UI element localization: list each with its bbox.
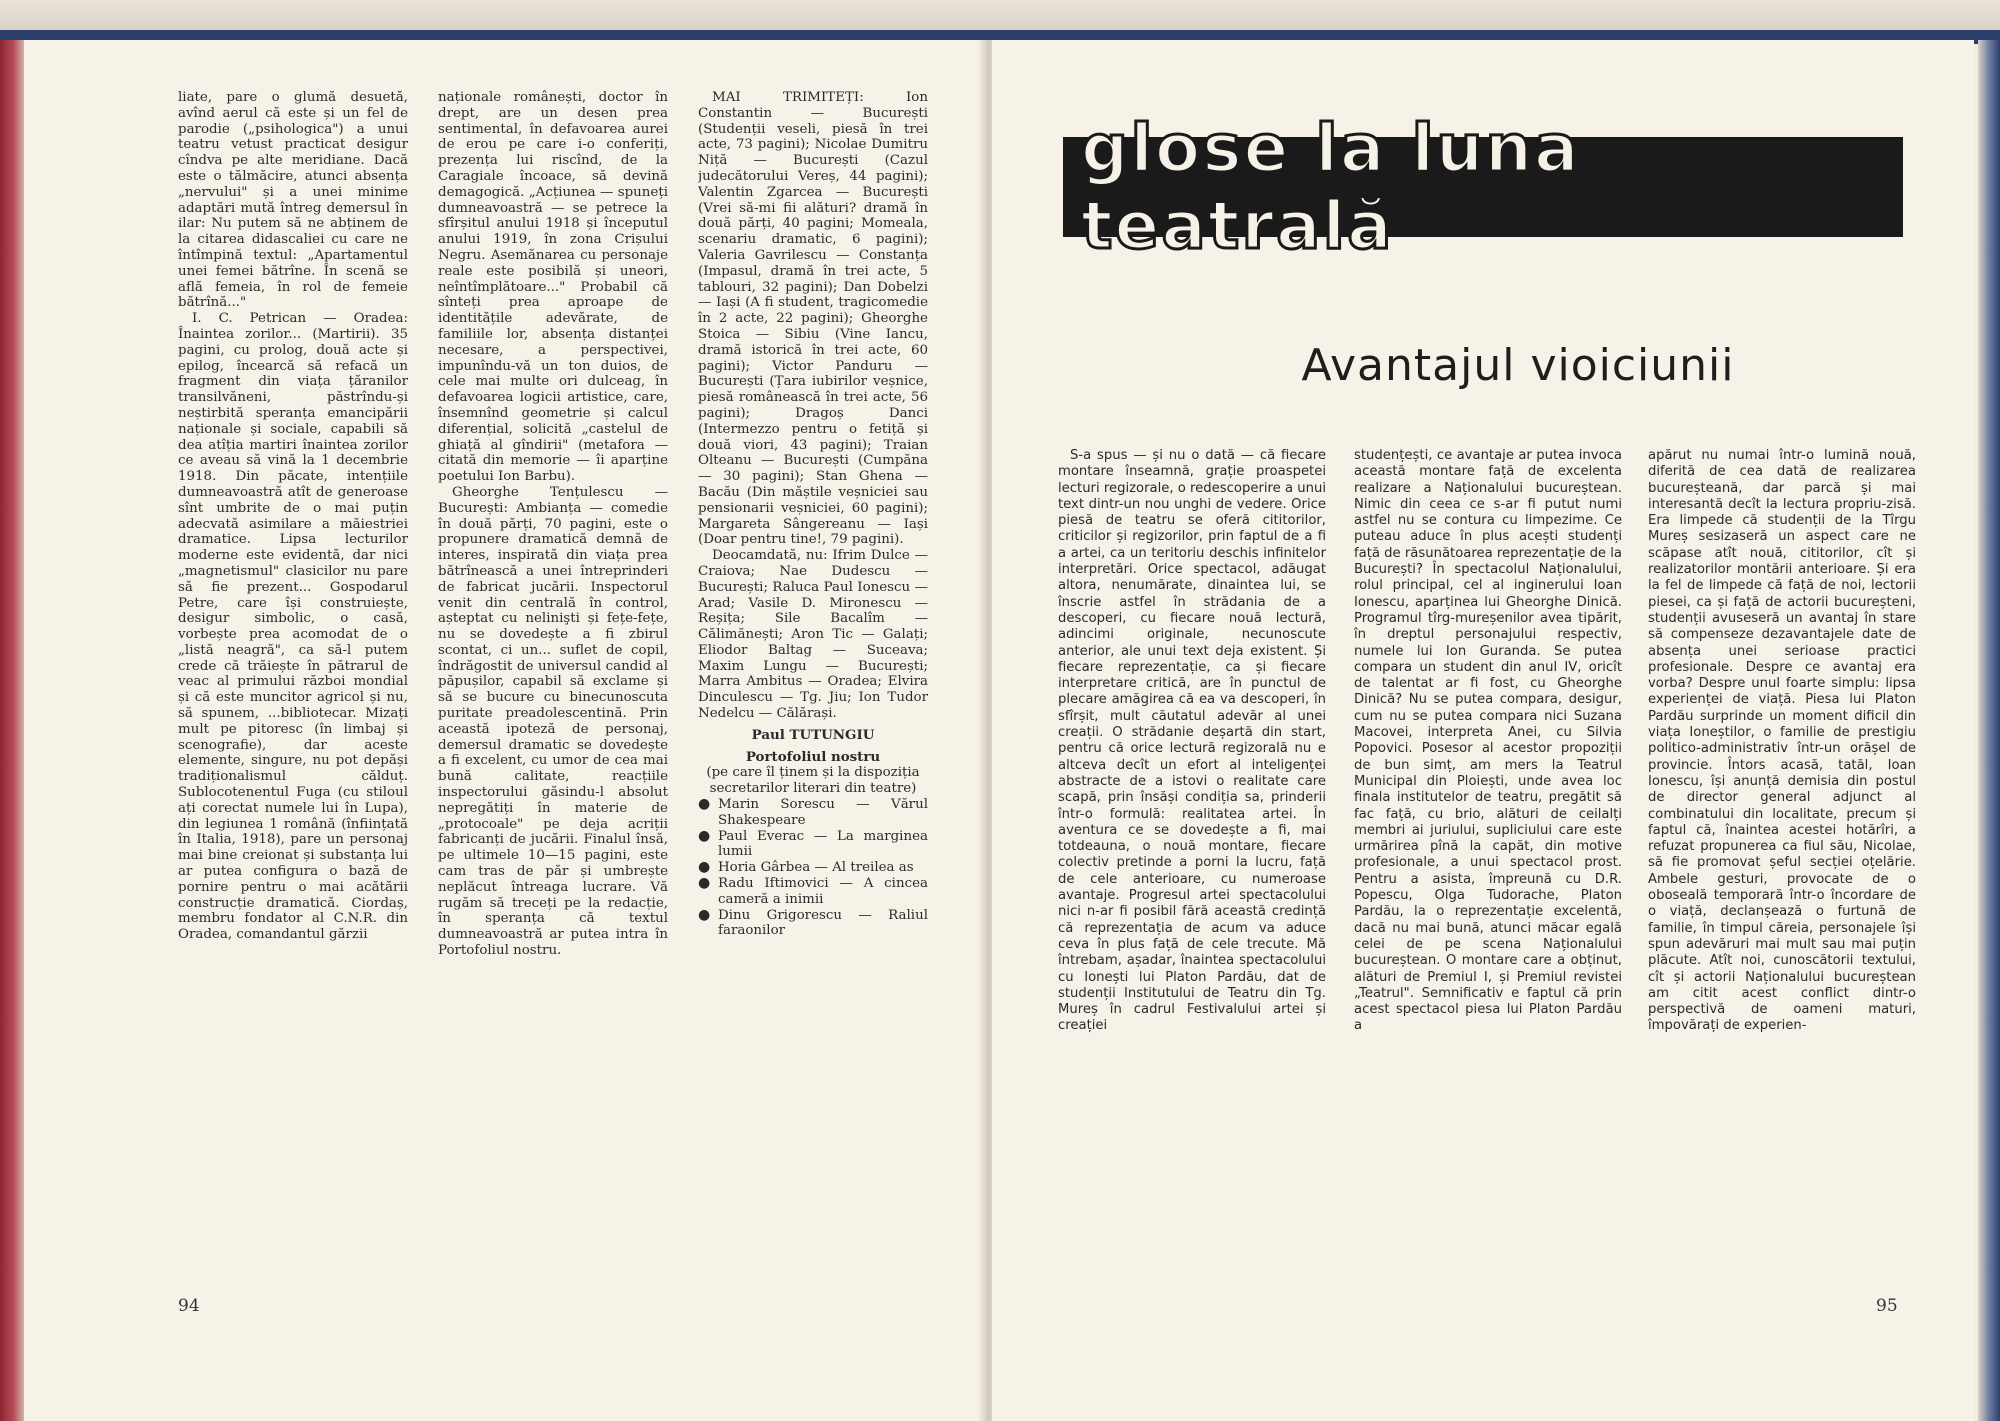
left-column-1 — [178, 90, 408, 1330]
portfolio-item: ● Marin Sorescu — Vărul Shakespeare — [698, 797, 928, 829]
paragraph: S-a spus — și nu o dată — că fiecare montare înseamnă, grație proaspetei lecturi regizorale, o redescoperire a unui text dintr-un nou unghi de vedere. Orice piesă de teatru se oferă cititorilor, criticilor și regizorilor, prin faptul de a fi a artei, ca un teritoriu deschis infinitelor interpretări. Orice spectacol, adăugat altora, nenumărate, dinaintea lui, se înscrie astfel în strădania de a descoperi, cu fiecare nouă lectură, adincimi originale, necunoscute anterior, ale unui text deja existent. Și fiecare reprezentație, ca și fiecare interpretare critică, are în punctul de plecare amăgirea că ea va descoperi, în sfîrșit, mult căutatul adevăr al unei creații. O strădanie deșartă din start, pentru că orice lectură regizorală nu e altceva decît un efort al inteligenței abstracte de a istovi o realitate care scapă, prin însăși condiția sa, prinderii într-o formulă: realitatea artei. În aventura ce se dovedește a fi, mai totdeauna, o nouă montare, fiecare colectiv pretinde a porni la lucru, față de cele anterioare, cu numeroase avantaje. Progresul artei spectacolului nici n-ar fi posibil fără această credință că reprezentația de acum va aduce ceva în plus față de cele trecute. Mă întrebam, așadar, înaintea spectacolului cu Ionești lui Platon Pardău, dat de studenții Institutului de Teatru din Tg. Mureș în cadrul Festivalului artei și creației — [1058, 448, 1326, 1034]
paragraph: I. C. Petrican — Oradea: Înaintea zorilor... (Martirii). 35 pagini, cu prolog, două acte și epilog, încearcă să refacă un fragment din viața țăranilor transilvăneni, păstrîndu-și neștirbită speranța emancipării naționale și sociale, capabili să dea atîția martiri înaintea zorilor ce aveau să vină la 1 decembrie 1918. Din păcate, intențiile dumneavoastră atît de generoase sînt umbrite de o mai puțin adecvată asimilare a măiestriei dramatice. Lipsa lecturilor moderne este evidentă, dar nici „magnetismul" clasicilor nu pare să fie prezent... Gospodarul Petre, care își construiește, desigur simbolic, o casă, vorbește prea acomodat de o „listă neagră", ca să-l putem crede că trăiește în pătrarul de veac al primului război mondial și că este muncitor agricol și nu, să spunem, ...bibliotecar. Mizați mult pe pitoresc (în limbaj și scenografie), dar aceste elemente, singure, nu pot depăși tradiționalismul călduț. Sublocotenentul Fuga (cu stiloul ați corectat numele lui în Lupa), din legiunea 1 română (înființată în Italia, 1918), pare un personaj mai bine creionat și substanța lui ar putea configura o bază de pornire pentru o mai acătării construcție dramatică. Ciordaș, membru fondator al C.N.R. din Oradea, comandantul gărzii — [178, 311, 408, 943]
paragraph: Deocamdată, nu: Ifrim Dulce — Craiova; Nae Dudescu — București; Raluca Paul Ionescu — Arad; Vasile D. Mironescu — Reșița; Sile Bacalîm — Călimănești; Aron Tic — Galați; Eliodor Baltag — Suceava; Maxim Lungu — București; Marra Ambitus — Oradea; Elvira Dinculescu — Tg. Jiu; Ion Tudor Nedelcu — Călărași. — [698, 548, 928, 722]
banner-text: glose la luna teatrală — [1081, 110, 1581, 264]
right-binding-edge — [1978, 40, 2000, 1421]
page-number: 94 — [178, 1296, 200, 1316]
portfolio-item: ● Paul Everac — La marginea lumii — [698, 829, 928, 861]
article-title: Avantajul vioiciunii — [1301, 340, 1735, 391]
portfolio-item: ● Radu Iftimovici — A cincea cameră a inimii — [698, 876, 928, 908]
portfolio-heading: Portofoliul nostru — [745, 748, 881, 765]
paragraph: MAI TRIMITEȚI: Ion Constantin — București (Studenții veseli, piesă în trei acte, 73 pagini); Nicolae Dumitru Niță — București (Cazul judecătorului Vereș, 44 pagini); Valentin Zgarcea — București (Vrei să-mi fii alături? dramă în două părți, 40 pagini; Momeala, scenariu dramatic, 6 pagini); Valeria Gavrilescu — Constanța (Impasul, dramă în trei acte, 5 tablouri, 32 pagini); Dan Dobelzi — Iași (A fi student, tragicomedie în 2 acte, 22 pagini); Gheorghe Stoica — Sibiu (Vine Iancu, dramă istorică în trei acte, 60 pagini); Victor Panduru — București (Țara iubirilor veșnice, piesă românească în trei acte, 56 pagini); Dragoș Danci (Intermezzo pentru o fetiță și două viori, 43 pagini); Traian Olteanu — București (Cumpăna — 30 pagini); Stan Ghena — Bacău (Din măștile veșniciei sau pensionarii veșniciei, 60 pagini); Margareta Sângereanu — Iași (Doar pentru tine!, 79 pagini). — [698, 90, 928, 548]
portfolio-item: ● Dinu Grigorescu — Raliul faraonilor — [698, 908, 928, 940]
paragraph: apărut nu numai într-o lumină nouă, diferită de cea dată de realizarea bucureșteană, dar parcă și mai interesantă decît la lectura propriu-zisă. Era limpede că studenții de la Tîrgu Mureș sesizaseră un aspect care ne scăpase atît nouă, cititorilor, cît și realizatorilor montării anterioare. Și era la fel de limpede că față de noi, lectorii piesei, ca și față de actorii bucureșteni, studenții avuseseră un avantaj în stare să compenseze dezavantajele date de absența unei serioase practici profesionale. Despre ce avantaj era vorba? Despre unul foarte simplu: lipsa experienței de viață. Piesa lui Platon Pardău surprinde un moment dificil din viața Ioneștilor, o familie de prestigiu politico-administrativ într-un orășel de provincie. Întors acasă, tatăl, Ioan Ionescu, își anunță demisia din postul de director general adjunct al combinatului din localitate, precum și faptul că, înaintea acestei hotărîri, a refuzat propunerea ca fiul său, Nicolae, să fie promovat șeful secției oțelărie. Ambele gesturi, provocate de o oboseală temporară într-o încordare de o viață, declanșează o furtună de familie, în timpul căreia, personajele își spun adevăruri mai mult sau mai puțin plăcute. Atît noi, cunoscătorii textului, cît și actorii Naționalului bucureștean am citit acest conflict dintr-o perspectivă de oameni maturi, împovărați de experien- — [1648, 448, 1916, 1034]
page-number: 95 — [1876, 1296, 1898, 1316]
left-page — [24, 40, 984, 1421]
portfolio-note: (pe care îl ținem și la dispoziția secretarilor literari din teatre) — [706, 765, 920, 797]
right-column-1 — [1058, 448, 1326, 1308]
right-page — [992, 40, 1974, 1421]
right-column-2 — [1354, 448, 1622, 1308]
paragraph: Gheorghe Tențulescu — București: Ambianța — comedie în două părți, 70 pagini, este o propunere dramatică demnă de interes, inspirată din viața prea bătrînească a unei întreprinderi de fabricat jucării. Inspectorul venit din centrală în control, așteptat cu nelinişti și fețe-fețe, nu se dovedește a fi zbirul scontat, ci un... suflet de copil, îndrăgostit de universul candid al păpușilor, capabil să exclame și să se bucure cu binecunoscuta puritate preadolescentină. Prin această ipoteză de personaj, demersul dramatic se dovedește a fi excelent, cu umor de cea mai bună calitate, reacțiile inspectorului găsindu-l absolut nepregătiți în materie de „protocoale" pe deja acriții fabricanți de jucării. Finalul însă, pe ultimele 10—15 pagini, este cam tras de păr și umbrește neplăcut întreaga lucrare. Vă rugăm să treceți pe la redacție, în speranța că textul dumneavoastră ar putea intra în Portofoliul nostru. — [438, 484, 668, 959]
author-signature: Paul TUTUNGIU — [751, 726, 875, 743]
section-banner — [1058, 110, 1908, 264]
left-binding-edge — [0, 40, 26, 1421]
right-column-3 — [1648, 448, 1916, 1308]
portfolio-item: ● Horia Gârbea — Al treilea as — [698, 860, 928, 876]
paragraph: naționale românești, doctor în drept, are un desen prea sentimental, în defavoarea aurei de erou pe care i-o conferiți, prezența lui riscînd, de la Caragiale încoace, să devină demagogică. „Acțiunea — spuneți dumneavoastră — se petrece la sfîrșitul anului 1918 și începutul anului 1919, în zona Crișului Negru. Asemănarea cu personaje reale este posibilă și uneori, neîntîmplătoare..." Probabil că sînteți prea aproape de identitățile adevărate, de familiile lor, absența distanței necesare, a perspectivei, impunîndu-vă un ton duios, de cele mai multe ori dulceag, în defavoarea logicii artistice, care, însemnînd geometrie și calcul diferențial, solicită „castelul de ghiață al gîndirii" (metafora — citată din memorie — îi aparține poetului Ion Barbu). — [438, 90, 668, 485]
paragraph: studențești, ce avantaje ar putea invoca această montare față de excelenta realizare a Naționalului bucureștean. Nimic din ceea ce s-ar fi putut numi astfel nu se contura cu limpezime. Ce puteau aduce în plus acești studenți față de răsunătoarea reprezentație de la București? În spectacolul Naționalului, rolul principal, cel al inginerului Ioan Ionescu, aparținea lui Gheorghe Dinică. Programul tîrg-mureșenilor avea tipărit, în dreptul personajului respectiv, numele lui Ion Guranda. Se putea compara un student din anul IV, oricît de talentat ar fi fost, cu Gheorghe Dinică? Nu se putea compara, desigur, cum nu se putea compara nici Suzana Macovei, interpreta Anei, cu Silvia Popovici. Posesor al acestor propoziții de bun simț, am mers la Teatrul Municipal din Ploiești, unde avea loc finala institutelor de teatru, pregătit să fac față, cu brio, alături de ceilalți membri ai juriului, supliciului care este urmărirea pînă la capăt, din motive profesionale, a unui spectacol prost. Pentru a asista, împreună cu D.R. Popescu, Olga Tudorache, Platon Pardău, la o reprezentație excelentă, dacă nu mai bună, atunci măcar egală celei de pe scena Naționalului bucureștean. O montare care a obținut, alături de Premiul I, și Premiul revistei „Teatrul". Semnificativ e faptul că prin acest spectacol piesa lui Platon Pardău a — [1354, 448, 1622, 1034]
paragraph: liate, pare o glumă desuetă, avînd aerul că este și un fel de parodie („psihologica") a unui teatru vetust practicat desigur cîndva pe alte meridiane. Dacă este o tălmăcire, atunci absența „nervului" și a unei minime adaptări mută întreg demersul în ilar: Nu putem să ne abținem de la citarea didascaliei cu care ne întîmpină textul: „Apartamentul unei femei bătrîne. În scenă se află femeia, în rol de femeie bătrînă..." — [178, 90, 408, 311]
left-column-3 — [698, 90, 928, 1340]
left-column-2 — [438, 90, 668, 1330]
